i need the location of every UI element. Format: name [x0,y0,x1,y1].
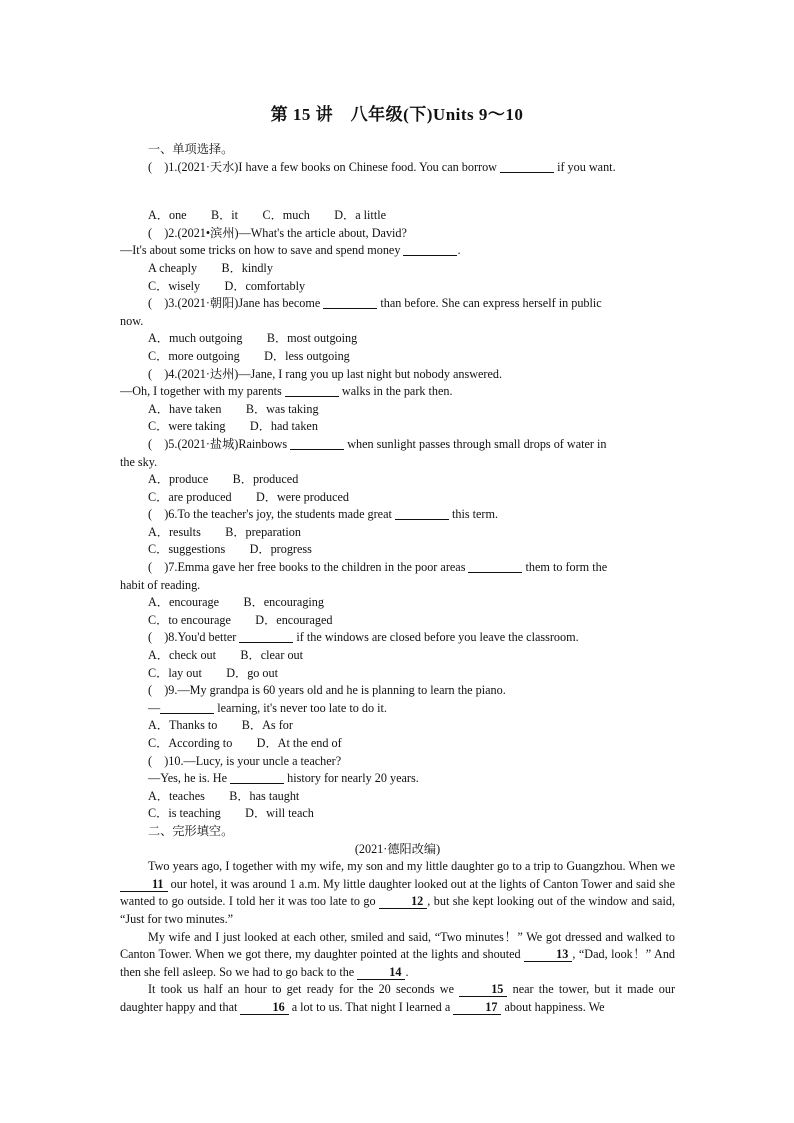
question-7-options-row-2: C．to encourage D．encouraged [148,612,333,627]
answer-blank [395,507,449,520]
question-9-options-row-2: C．According to D．At the end of [148,736,342,750]
question-1-options-row: A．one B．it C．much D．a little [148,208,387,223]
question-5-options-row-2: C．are produced D．were produced [148,489,350,504]
question-3: ( )3.(2021·朝阳)Jane has become than before. She can express herself in public [148,296,602,311]
answer-blank [230,771,284,784]
answer-blank [239,630,293,643]
passage-paragraph-1: Two years ago, I together with my wife, my son and my little daughter go to a trip to Guangzhou. When we 11 our hotel, it was around 1 a.m. My little daughter looked out at the lights of Canton Tower and said she wanted to go outside. I told her it was too late to go 12 , but she kept looking out of the window and said, “Just for two minutes.” [120,859,675,926]
answer-blank [403,243,457,256]
question-10-options-row-2: C．is teaching D．will teach [148,806,314,821]
question-2-options-row-2: C．wisely D．comfortably [148,278,306,293]
answer-blank [285,384,339,397]
answer-blank [160,701,214,714]
question-6-options-row-2: C．suggestions D．progress [148,542,312,557]
question-2: ( )2.(2021•滨州)—What's the article about, David? [148,225,407,240]
passage-paragraph-3: It took us half an hour to get ready for the 20 seconds we 15 near the tower, but it made our daughter happy and that 16 a lot to us. That night I learned a 17 about happiness. We [120,982,676,1014]
question-10: ( )10.—Lucy, is your uncle a teacher? [148,753,342,768]
answer-blank [323,296,377,309]
question-9: ( )9.—My grandpa is 60 years old and he is planning to learn the piano. [148,683,506,698]
question-7-continued: habit of reading. [120,577,201,592]
cloze-blank-14: 14 [357,965,405,980]
question-4: ( )4.(2021·达州)—Jane, I rang you up last night but nobody answered. [148,366,503,381]
question-4-line-2: —Oh, I together with my parents walks in the park then. [120,384,453,399]
question-4-options-row-1: A．have taken B．was taking [148,401,319,416]
passage-paragraph-2: My wife and I just looked at each other, smiled and said, “Two minutes！” We got dressed and walked to Canton Tower. When we got there, my daughter pointed at the lights and shouted 13 , “Dad, look！” And then she fell asleep. So we had to go back to the 14 . [120,929,676,979]
section-heading-cloze: 二、完形填空。 [148,823,234,838]
question-3-options-row-1: A．much outgoing B．most outgoing [148,331,358,346]
cloze-blank-13: 13 [524,947,572,962]
page-title: 第 15 讲 八年级(下)Units 9～10 [270,105,524,124]
cloze-blank-16: 16 [240,1000,288,1015]
exercise-content [120,141,675,1017]
question-4-options-row-2: C．were taking D．had taken [148,419,318,434]
question-8-options-row-1: A．check out B．clear out [148,648,304,663]
answer-blank [468,560,522,573]
question-5-continued: the sky. [120,454,158,469]
question-2-options-row-1: A cheaply B．kindly [148,260,273,275]
section-heading-multiple-choice: 一、单项选择。 [148,142,234,156]
question-9-options-row-1: A．Thanks to B．As for [148,718,293,733]
passage-source: (2021·德阳改编) [354,841,441,856]
question-10-line-2: —Yes, he is. He history for nearly 20 years. [148,771,419,786]
cloze-blank-17: 17 [453,1000,501,1015]
answer-blank [500,160,554,173]
cloze-blank-12: 12 [379,894,427,909]
cloze-blank-11: 11 [120,877,168,892]
question-10-options-row-1: A．teaches B．has taught [148,788,300,803]
question-5-options-row-1: A．produce B．produced [148,472,299,487]
question-7: ( )7.Emma gave her free books to the children in the poor areas them to form the [148,560,608,575]
question-3-options-row-2: C．more outgoing D．less outgoing [148,348,350,363]
question-2-line-2: —It's about some tricks on how to save and spend money . [120,243,461,258]
question-8-options-row-2: C．lay out D．go out [148,665,278,680]
question-9-line-2: — learning, it's never too late to do it. [148,700,387,715]
question-7-options-row-1: A．encourage B．encouraging [148,595,324,610]
question-6: ( )6.To the teacher's joy, the students made great this term. [148,507,499,522]
question-8: ( )8.You'd better if the windows are closed before you leave the classroom. [148,630,579,645]
answer-blank [290,437,344,450]
question-3-continued: now. [120,313,144,328]
question-6-options-row-1: A．results B．preparation [148,524,301,539]
question-5: ( )5.(2021·盐城)Rainbows when sunlight passes through small drops of water in [148,436,607,451]
question-1: ( )1.(2021·天水)I have a few books on Chinese food. You can borrow if you want. [148,159,616,174]
cloze-blank-15: 15 [459,982,507,997]
